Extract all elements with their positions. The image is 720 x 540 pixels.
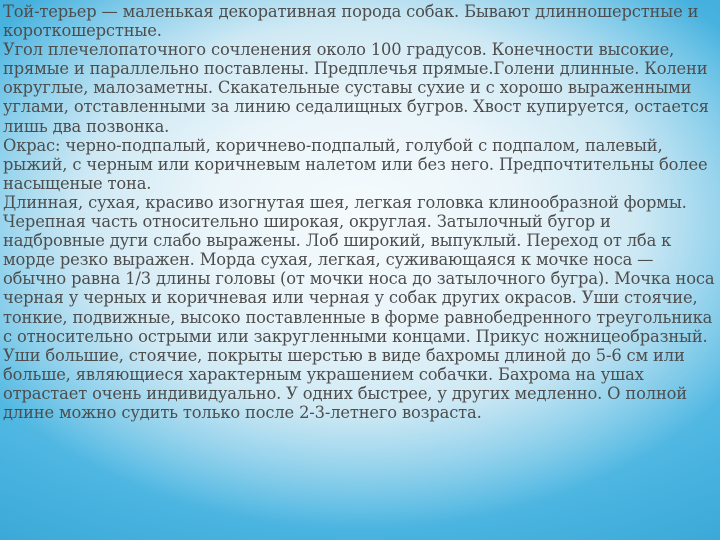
paragraph-color: Окрас: черно-подпалый, коричнево-подпалый, голубой с подпалом, палевый, рыжий, с черным или коричневым налетом или без него. Предпочтительны более насыщеные тона. <box>3 135 708 193</box>
slide-text-block <box>3 2 715 422</box>
paragraph-limbs: Угол плечелопаточного сочленения около 100 градусов. Конечности высокие, прямые и параллельно поставлены. Предплечья прямые.Голени длинные. Колени округлые, малозаметны. Скакательные суставы сухие и с хорошо выраженными углами, отставленными за линию седалищных бугров. Хвост купируется, остается лишь два позвонка. <box>3 40 709 136</box>
paragraph-intro: Той-терьер — маленькая декоративная порода собак. Бывают длинношерстные и короткошерстные. <box>3 2 699 41</box>
paragraph-head: Длинная, сухая, красиво изогнутая шея, легкая головка клинообразной формы. Черепная часть относительно широкая, округлая. Затылочный бугор и надбровные дуги слабо выражены. Лоб широкий, выпуклый. Переход от лба к морде резко выражен. Морда сухая, легкая, суживающаяся к мочке носа — обычно равна 1/3 длины головы (от мочки носа до затылочного бугра). Мочка носа черная у черных и коричневая или черная у собак других окрасов. Уши стоячие, тонкие, подвижные, высоко поставленные в форме равнобедренного треугольника с относительно острыми или закругленными концами. Прикус ножницеобразный. Уши большие, стоячие, покрыты шерстью в виде бахромы длиной до 5-6 см или больше, являющиеся характерным украшением собачки. Бахрома на ушах отрастает очень индивидуально. У одних быстрее, у других медленно. О полной длине можно судить только после 2-3-летнего возраста. <box>3 192 715 422</box>
